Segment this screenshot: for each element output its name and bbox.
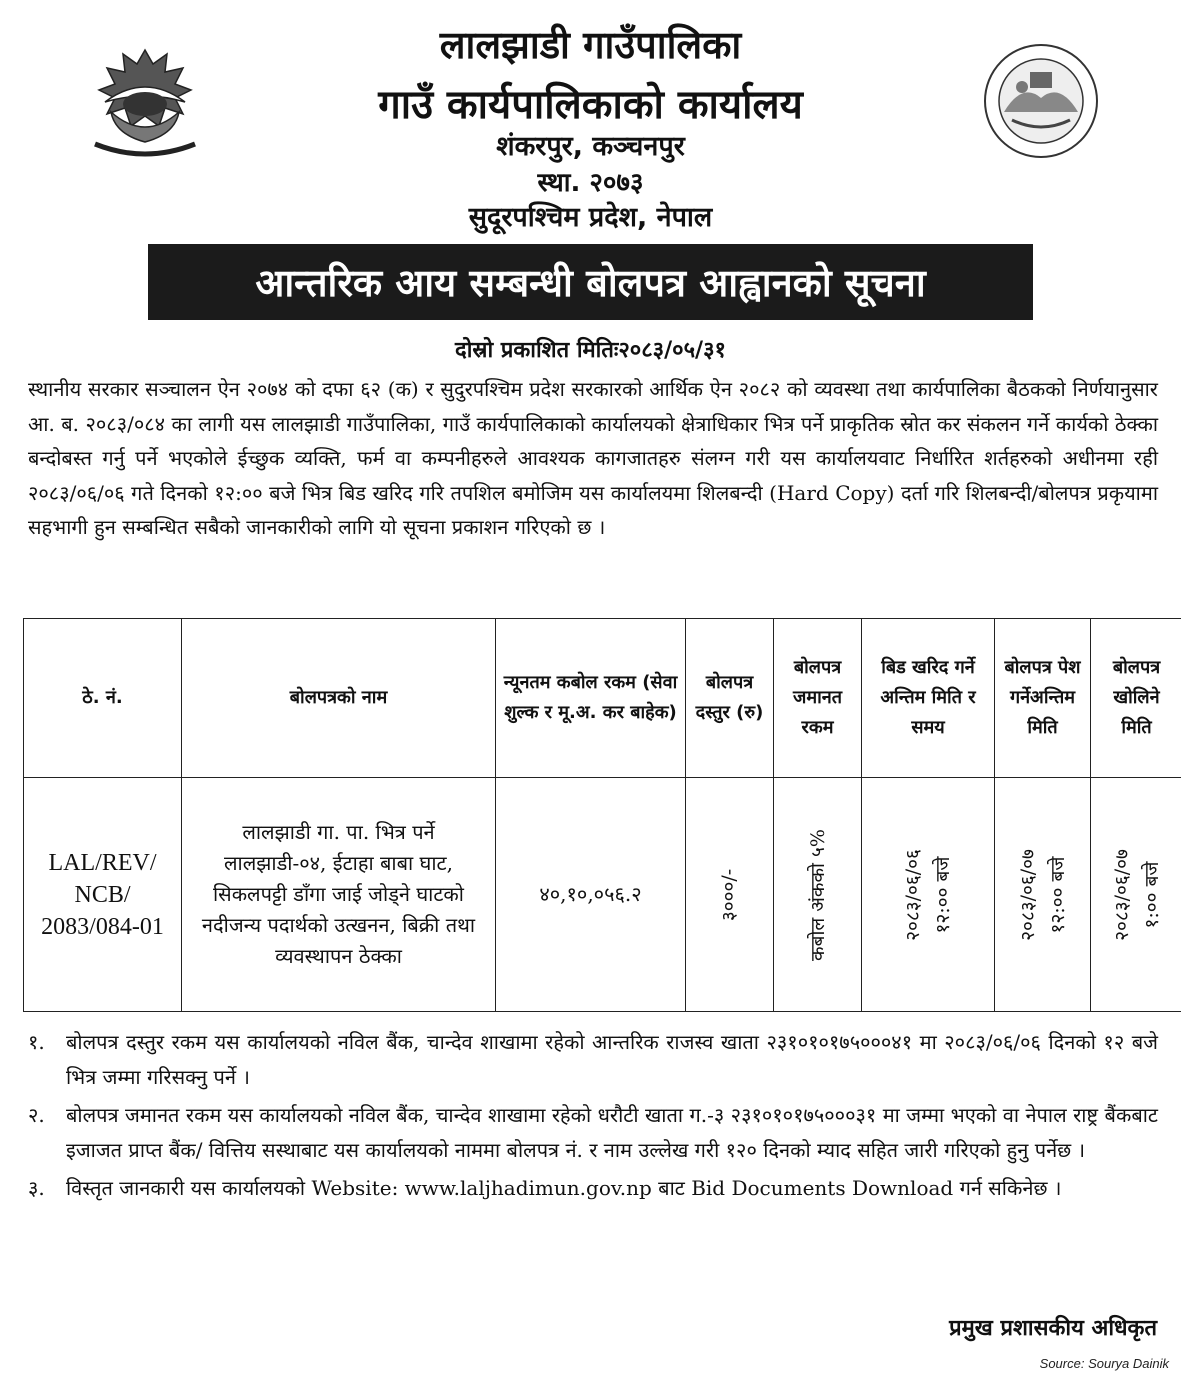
bid-purchase-time: १२:०० बजे bbox=[932, 856, 954, 933]
cell-ref: LAL/REV/ NCB/ 2083/084-01 bbox=[24, 778, 182, 1012]
list-item bbox=[28, 1171, 1158, 1206]
established-year: स्था. २०७३ bbox=[537, 168, 644, 198]
office-name: गाउँ कार्यपालिकाको कार्यालय bbox=[378, 82, 803, 128]
col-header-open-date: बोलपत्र खोलिने मिति bbox=[1091, 619, 1181, 778]
publication-date: दोस्रो प्रकाशित मितिः२०८३/०५/३१ bbox=[455, 338, 726, 363]
cell-bid-purchase bbox=[862, 778, 995, 1012]
cell-name: लालझाडी गा. पा. भित्र पर्ने लालझाडी-०४, ईटाहा बाबा घाट, सिकलपट्टी डाँगा जाई जोड्ने घाटको नदीजन्य पदार्थको उत्खनन, बिक्री तथा व्यवस्थापन ठेक्का bbox=[182, 778, 496, 1012]
col-header-submit-date: बोलपत्र पेश गर्नेअन्तिम मिति bbox=[995, 619, 1091, 778]
list-item bbox=[28, 1098, 1158, 1168]
submit-time: १२:०० बजे bbox=[1046, 856, 1069, 933]
cell-guarantee bbox=[774, 778, 862, 1012]
table-row bbox=[24, 778, 1181, 1012]
notes-list bbox=[28, 1025, 1158, 1209]
note-number: १. bbox=[28, 1030, 45, 1054]
bid-table bbox=[23, 618, 1181, 1012]
municipality-name: लालझाडी गाउँपालिका bbox=[439, 23, 742, 67]
guarantee-value: कबोल अंकको ५% bbox=[806, 828, 829, 961]
col-header-bid-purchase: बिड खरिद गर्ने अन्तिम मिति र समय bbox=[862, 619, 995, 778]
cell-open-date bbox=[1091, 778, 1181, 1012]
cell-min-amount: ४०,१०,०५६.२ bbox=[496, 778, 686, 1012]
col-header-guarantee: बोलपत्र जमानत रकम bbox=[774, 619, 862, 778]
table-header-row bbox=[24, 619, 1181, 778]
list-item bbox=[28, 1025, 1158, 1095]
cell-submit-date bbox=[995, 778, 1091, 1012]
note-number: २. bbox=[28, 1103, 45, 1127]
intro-paragraph: स्थानीय सरकार सञ्चालन ऐन २०७४ को दफा ६२ (क) र सुदुरपश्चिम प्रदेश सरकारको आर्थिक ऐन २०८२ को व्यवस्था तथा कार्यपालिका बैठकको निर्णयानुसार आ. ब. २०८३/०८४ का लागी यस लालझाडी गाउँपालिका, गाउँ कार्यपालिकाको कार्यालयको क्षेत्राधिकार भित्र पर्ने प्राकृतिक स्रोत कर संकलन गर्ने कार्यको ठेक्का बन्दोबस्त गर्नु पर्ने भएकोले ईच्छुक व्यक्ति, फर्म वा कम्पनीहरुले आवश्यक कागजातहरु संलग्न गरी यस कार्यालयवाट निर्धारित शर्तहरुको अधीनमा रही २०८३/०६/०६ गते दिनको १२:०० बजे भित्र बिड खरिद गरि तपशिल बमोजिम यस कार्यालयमा शिलबन्दी (Hard Copy) दर्ता गरि शिलबन्दी/बोलपत्र प्रकृयामा सहभागी हुन सम्बन्धित सबैको जानकारीको लागि यो सूचना प्रकाशन गरिएको छ । bbox=[28, 377, 1158, 539]
note-text: विस्तृत जानकारी यस कार्यालयको Website: www.laljhadimun.gov.np बाट Bid Documents Download गर्न सकिनेछ । bbox=[66, 1176, 1062, 1200]
open-time: १:०० बजे bbox=[1140, 860, 1163, 929]
cell-fee bbox=[686, 778, 774, 1012]
fee-value: ३०००/- bbox=[718, 868, 741, 921]
submit-date: २०८३/०६/०७ bbox=[1016, 848, 1039, 941]
open-date: २०८३/०६/०७ bbox=[1110, 848, 1133, 941]
note-text: बोलपत्र जमानत रकम यस कार्यालयको नविल बैंक, चान्देव शाखामा रहेको धरौटी खाता ग.-३ २३१०१०१७५०००३१ मा जम्मा भएको वा नेपाल राष्ट्र बैंकबाट इजाजत प्राप्त बैंक/ वित्तिय सस्थाबाट यस कार्यालयको नाममा बोलपत्र नं. र नाम उल्लेख गरी १२० दिनको म्याद सहित जारी गरिएको हुनु पर्नेछ । bbox=[66, 1103, 1158, 1162]
bid-purchase-date: २०८३/०६/०६ bbox=[902, 848, 924, 941]
col-header-min-amount: न्यूनतम कबोल रकम (सेवा शुल्क र मू.अ. कर बाहेक) bbox=[496, 619, 686, 778]
signature-title: प्रमुख प्रशासकीय अधिकृत bbox=[949, 1316, 1157, 1341]
notice-title: आन्तरिक आय सम्बन्धी बोलपत्र आह्वानको सूचना bbox=[148, 244, 1033, 320]
col-header-fee: बोलपत्र दस्तुर (रु) bbox=[686, 619, 774, 778]
source-credit: Source: Sourya Dainik bbox=[1039, 1356, 1169, 1371]
note-number: ३. bbox=[28, 1176, 45, 1200]
note-text: बोलपत्र दस्तुर रकम यस कार्यालयको नविल बैंक, चान्देव शाखामा रहेको आन्तरिक राजस्व खाता २३१०१०१७५०००४१ मा २०८३/०६/०६ दिनको १२ बजे भित्र जम्मा गरिसक्नु पर्ने । bbox=[66, 1030, 1158, 1089]
office-address: शंकरपुर, कञ्चनपुर bbox=[496, 131, 685, 162]
col-header-name: बोलपत्रको नाम bbox=[182, 619, 496, 778]
province-country: सुदूरपश्चिम प्रदेश, नेपाल bbox=[468, 202, 713, 233]
col-header-ref: ठे. नं. bbox=[24, 619, 182, 778]
